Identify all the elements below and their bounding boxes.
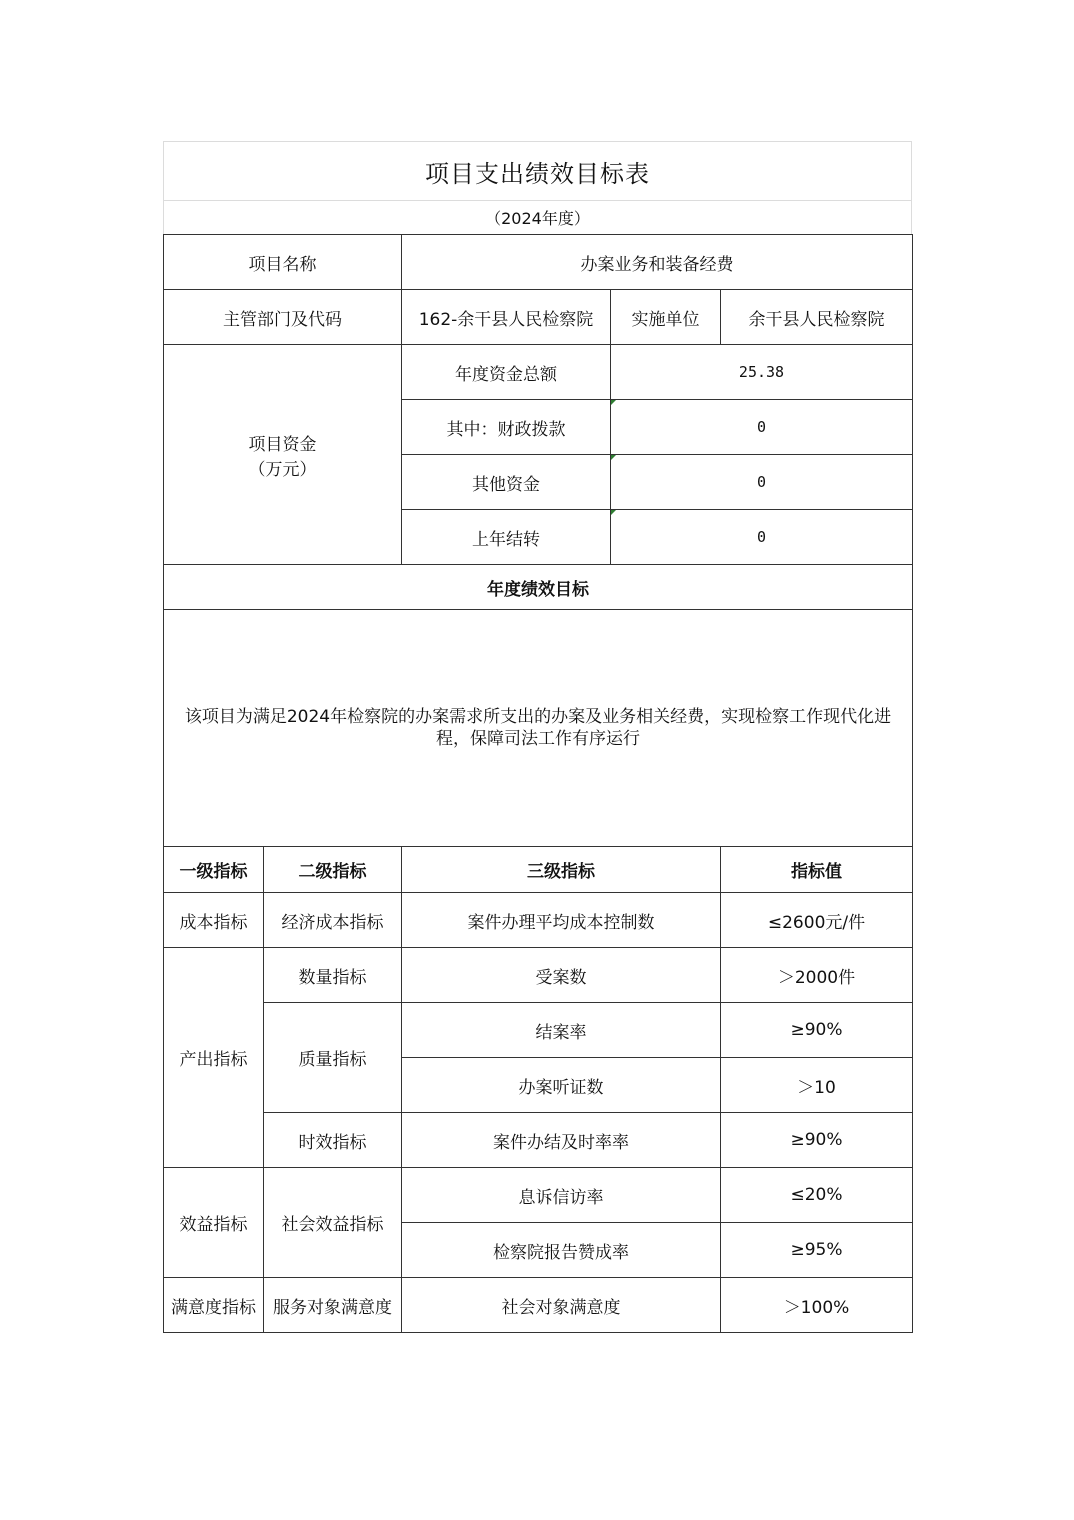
timeliness-level2: 时效指标 xyxy=(264,1113,402,1168)
header-value: 指标值 xyxy=(721,847,913,893)
funds-other-label: 其他资金 xyxy=(402,455,611,510)
goal-text: 该项目为满足2024年检察院的办案需求所支出的办案及业务相关经费，实现检察工作现代化进程，保障司法工作有序运行 xyxy=(164,610,913,847)
satisfaction-level2: 服务对象满意度 xyxy=(264,1278,402,1333)
quality-level3: 办案听证数 xyxy=(402,1058,721,1113)
project-name-label: 项目名称 xyxy=(164,235,402,290)
implementing-unit-value: 余干县人民检察院 xyxy=(721,290,913,345)
goal-text-row xyxy=(164,610,913,847)
table-row xyxy=(164,1003,913,1058)
quantity-value: ＞2000件 xyxy=(721,948,913,1003)
sheet-title: 项目支出绩效目标表 xyxy=(163,141,912,200)
benefit-value: ≤20% xyxy=(721,1168,913,1223)
funds-fiscal-value: 0 xyxy=(611,400,913,455)
timeliness-value: ≥90% xyxy=(721,1113,913,1168)
benefit-level1: 效益指标 xyxy=(164,1168,264,1278)
project-name-row xyxy=(164,235,913,290)
table-row xyxy=(164,1278,913,1333)
quality-value: ＞10 xyxy=(721,1058,913,1113)
output-level1: 产出指标 xyxy=(164,948,264,1168)
quality-level2: 质量指标 xyxy=(264,1003,402,1113)
funds-row xyxy=(164,345,913,400)
project-info-table xyxy=(163,234,913,847)
indicator-header-row xyxy=(164,847,913,893)
benefit-value: ≥95% xyxy=(721,1223,913,1278)
cost-level3: 案件办理平均成本控制数 xyxy=(402,893,721,948)
department-row xyxy=(164,290,913,345)
funds-other-value: 0 xyxy=(611,455,913,510)
performance-target-sheet xyxy=(163,141,912,1333)
indicator-table xyxy=(163,846,913,1333)
satisfaction-level1: 满意度指标 xyxy=(164,1278,264,1333)
implementing-unit-label: 实施单位 xyxy=(611,290,721,345)
satisfaction-value: ＞100% xyxy=(721,1278,913,1333)
funds-fiscal-label: 其中：财政拨款 xyxy=(402,400,611,455)
project-name-value: 办案业务和装备经费 xyxy=(402,235,913,290)
header-level2: 二级指标 xyxy=(264,847,402,893)
funds-total-value: 25.38 xyxy=(611,345,913,400)
cost-level2: 经济成本指标 xyxy=(264,893,402,948)
satisfaction-level3: 社会对象满意度 xyxy=(402,1278,721,1333)
quality-level3: 结案率 xyxy=(402,1003,721,1058)
department-label: 主管部门及代码 xyxy=(164,290,402,345)
table-row xyxy=(164,948,913,1003)
cost-value: ≤2600元/件 xyxy=(721,893,913,948)
funds-label-line1: 项目资金 xyxy=(248,434,317,455)
funds-carryover-label: 上年结转 xyxy=(402,510,611,565)
benefit-level3: 息诉信访率 xyxy=(402,1168,721,1223)
timeliness-level3: 案件办结及时率率 xyxy=(402,1113,721,1168)
quantity-level2: 数量指标 xyxy=(264,948,402,1003)
sheet-year: （2024年度） xyxy=(163,200,912,234)
goal-header-row xyxy=(164,565,913,610)
quality-value: ≥90% xyxy=(721,1003,913,1058)
funds-label xyxy=(164,345,402,565)
goal-header: 年度绩效目标 xyxy=(164,565,913,610)
funds-carryover-value: 0 xyxy=(611,510,913,565)
benefit-level3: 检察院报告赞成率 xyxy=(402,1223,721,1278)
header-level1: 一级指标 xyxy=(164,847,264,893)
benefit-level2: 社会效益指标 xyxy=(264,1168,402,1278)
quantity-level3: 受案数 xyxy=(402,948,721,1003)
header-level3: 三级指标 xyxy=(402,847,721,893)
cost-level1: 成本指标 xyxy=(164,893,264,948)
department-value: 162-余干县人民检察院 xyxy=(402,290,611,345)
table-row xyxy=(164,893,913,948)
table-row xyxy=(164,1113,913,1168)
funds-label-line2: （万元） xyxy=(248,459,317,480)
funds-total-label: 年度资金总额 xyxy=(402,345,611,400)
table-row xyxy=(164,1168,913,1223)
